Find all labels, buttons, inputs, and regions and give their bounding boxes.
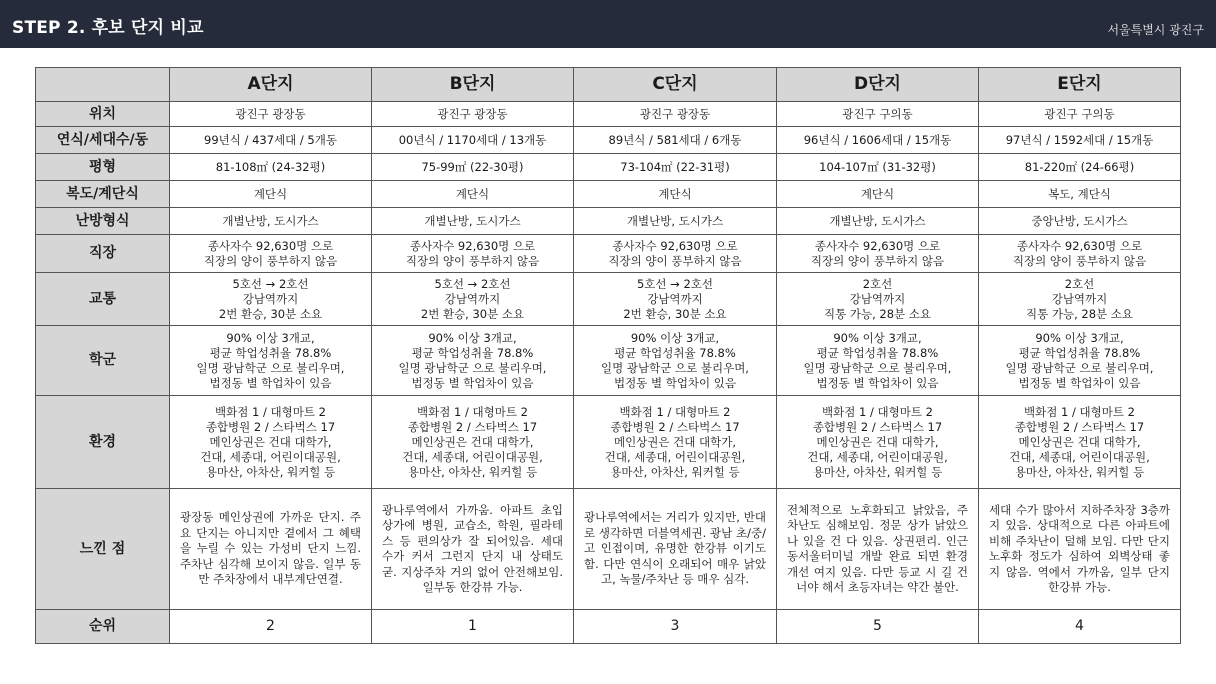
- cell-line: 직장의 양이 풍부하지 않음: [1012, 253, 1147, 268]
- cell-line: 2번 환승, 30분 소요: [623, 306, 727, 321]
- cell-line: 직통 가능, 28분 소요: [1025, 306, 1134, 321]
- comparison-table: [35, 67, 1181, 644]
- cell-age-units: 89년식 / 581세대 / 6개동: [574, 127, 777, 154]
- cell-hallway: 복도, 계단식: [979, 181, 1181, 208]
- cell-line: 강남역까지: [849, 291, 906, 306]
- cell-line: 직통 가능, 28분 소요: [823, 306, 932, 321]
- row-size: [36, 154, 1181, 181]
- cell-hallway: 계단식: [777, 181, 979, 208]
- cell-line: 법정동 별 학업차이 있음: [613, 375, 737, 390]
- cell-rank: 3: [574, 610, 777, 644]
- cell-line: 건대, 세종대, 어린이대공원,: [1009, 449, 1150, 464]
- row-label: 평형: [36, 154, 170, 181]
- cell-line: 백화점 1 / 대형마트 2: [822, 404, 933, 419]
- row-hallway: [36, 181, 1181, 208]
- cell-transport: [170, 273, 372, 326]
- cell-job: [777, 235, 979, 273]
- cell-transport: [979, 273, 1181, 326]
- cell-age-units: 00년식 / 1170세대 / 13개동: [372, 127, 574, 154]
- cell-line: 종사자수 92,630명 으로: [1016, 238, 1143, 253]
- cell-size: 81-220㎡ (24-66평): [979, 154, 1181, 181]
- cell-size: 75-99㎡ (22-30평): [372, 154, 574, 181]
- cell-hallway: 계단식: [372, 181, 574, 208]
- cell-line: 평균 학업성취율 78.8%: [614, 345, 736, 360]
- cell-line: 90% 이상 3개교,: [1035, 330, 1124, 345]
- cell-size: 81-108㎡ (24-32평): [170, 154, 372, 181]
- cell-line: 직장의 양이 풍부하지 않음: [608, 253, 742, 268]
- row-feeling: [36, 489, 1181, 610]
- row-label: 학군: [36, 326, 170, 396]
- cell-line: 법정동 별 학업차이 있음: [816, 375, 939, 390]
- cell-line: 90% 이상 3개교,: [833, 330, 922, 345]
- row-transport: [36, 273, 1181, 326]
- cell-line: 용마산, 아차산, 워커힐 등: [407, 464, 538, 479]
- row-label: 느낀 점: [36, 489, 170, 610]
- cell-line: 종사자수 92,630명 으로: [612, 238, 738, 253]
- cell-heating: 개별난방, 도시가스: [777, 208, 979, 235]
- column-header: B단지: [372, 68, 574, 102]
- row-label: 연식/세대수/동: [36, 127, 170, 154]
- row-label: 직장: [36, 235, 170, 273]
- cell-size: 73-104㎡ (22-31평): [574, 154, 777, 181]
- cell-line: 법정동 별 학업차이 있음: [209, 375, 332, 390]
- cell-line: 평균 학업성취율 78.8%: [1018, 345, 1141, 360]
- cell-school: [372, 326, 574, 396]
- cell-line: 법정동 별 학업차이 있음: [1018, 375, 1141, 390]
- header-bar: [0, 0, 1216, 48]
- cell-line: 메인상권은 건대 대학가,: [816, 434, 939, 449]
- cell-line: 강남역까지: [242, 291, 299, 306]
- cell-line: 용마산, 아차산, 워커힐 등: [812, 464, 943, 479]
- cell-line: 5호선 → 2호선: [232, 276, 309, 291]
- cell-line: 평균 학업성취율 78.8%: [411, 345, 534, 360]
- cell-school: [170, 326, 372, 396]
- cell-line: 종사자수 92,630명 으로: [207, 238, 334, 253]
- cell-size: 104-107㎡ (31-32평): [777, 154, 979, 181]
- cell-line: 종합병원 2 / 스타벅스 17: [610, 419, 740, 434]
- row-rank: [36, 610, 1181, 644]
- row-label: 난방형식: [36, 208, 170, 235]
- cell-environment: [170, 396, 372, 489]
- cell-line: 건대, 세종대, 어린이대공원,: [200, 449, 341, 464]
- row-label: 순위: [36, 610, 170, 644]
- row-age-units: [36, 127, 1181, 154]
- row-school: [36, 326, 1181, 396]
- row-label: 복도/계단식: [36, 181, 170, 208]
- cell-line: 용마산, 아차산, 워커힐 등: [610, 464, 740, 479]
- cell-hallway: 계단식: [170, 181, 372, 208]
- cell-job: [979, 235, 1181, 273]
- cell-line: 메인상권은 건대 대학가,: [209, 434, 332, 449]
- cell-feeling: 광나루역에서는 거리가 있지만, 반대로 생각하면 더블역세권. 광남 초/중/고 인접이며, 유명한 한강뷰 이기도 함. 다만 연식이 오래되어 매우 낡았고, 녹물/주차난 등 매우 심각.: [574, 489, 777, 610]
- cell-feeling: 전체적으로 노후화되고 낡았음, 주차난도 심해보임. 정문 상가 낡았으나 있을 건 다 있음. 상권편리. 인근 동서울터미널 개발 완료 되면 환경개선 여지 있음. 다만 등교 시 길 건너야 해서 초등자녀는 약간 불안.: [777, 489, 979, 610]
- cell-rank: 1: [372, 610, 574, 644]
- cell-line: 평균 학업성취율 78.8%: [209, 345, 332, 360]
- cell-line: 메인상권은 건대 대학가,: [411, 434, 534, 449]
- cell-line: 2호선: [1064, 276, 1095, 291]
- cell-environment: [372, 396, 574, 489]
- cell-line: 메인상권은 건대 대학가,: [1018, 434, 1141, 449]
- cell-line: 종합병원 2 / 스타벅스 17: [1014, 419, 1145, 434]
- cell-heating: 개별난방, 도시가스: [170, 208, 372, 235]
- cell-environment: [574, 396, 777, 489]
- row-label: 환경: [36, 396, 170, 489]
- column-header: E단지: [979, 68, 1181, 102]
- cell-line: 건대, 세종대, 어린이대공원,: [807, 449, 948, 464]
- cell-line: 2번 환승, 30분 소요: [420, 306, 525, 321]
- cell-environment: [979, 396, 1181, 489]
- cell-location: 광진구 광장동: [170, 102, 372, 127]
- cell-line: 건대, 세종대, 어린이대공원,: [604, 449, 746, 464]
- cell-line: 직장의 양이 풍부하지 않음: [405, 253, 540, 268]
- cell-feeling: 광나루역에서 가까움. 아파트 초입 상가에 병원, 교습소, 학원, 필라테스 등 편의상가 잘 되어있음. 세대 수가 커서 그런지 단지 내 상태도 굳. 지상주차 거의 없어 안전해보임. 일부동 한강뷰 가능.: [372, 489, 574, 610]
- corner-cell: [36, 68, 170, 102]
- cell-location: 광진구 구의동: [979, 102, 1181, 127]
- cell-line: 2호선: [862, 276, 893, 291]
- cell-heating: 중앙난방, 도시가스: [979, 208, 1181, 235]
- cell-age-units: 99년식 / 437세대 / 5개동: [170, 127, 372, 154]
- cell-line: 평균 학업성취율 78.8%: [816, 345, 939, 360]
- cell-line: 일명 광남학군 으로 불리우며,: [398, 360, 547, 375]
- row-location: [36, 102, 1181, 127]
- cell-line: 용마산, 아차산, 워커힐 등: [205, 464, 336, 479]
- cell-location: 광진구 구의동: [777, 102, 979, 127]
- row-heating: [36, 208, 1181, 235]
- cell-heating: 개별난방, 도시가스: [574, 208, 777, 235]
- cell-line: 종합병원 2 / 스타벅스 17: [407, 419, 538, 434]
- cell-line: 일명 광남학군 으로 불리우며,: [601, 360, 749, 375]
- cell-job: [170, 235, 372, 273]
- cell-school: [574, 326, 777, 396]
- cell-line: 용마산, 아차산, 워커힐 등: [1014, 464, 1145, 479]
- cell-line: 종사자수 92,630명 으로: [814, 238, 941, 253]
- cell-line: 일명 광남학군 으로 불리우며,: [196, 360, 345, 375]
- cell-job: [574, 235, 777, 273]
- cell-line: 메인상권은 건대 대학가,: [613, 434, 737, 449]
- region-label: 서울특별시 광진구: [1107, 23, 1204, 37]
- cell-school: [979, 326, 1181, 396]
- cell-school: [777, 326, 979, 396]
- column-header: D단지: [777, 68, 979, 102]
- cell-line: 일명 광남학군 으로 불리우며,: [1005, 360, 1154, 375]
- cell-rank: 2: [170, 610, 372, 644]
- cell-hallway: 계단식: [574, 181, 777, 208]
- row-label: 위치: [36, 102, 170, 127]
- cell-age-units: 97년식 / 1592세대 / 15개동: [979, 127, 1181, 154]
- page-title: STEP 2. 후보 단지 비교: [12, 18, 204, 38]
- cell-job: [372, 235, 574, 273]
- cell-rank: 4: [979, 610, 1181, 644]
- cell-line: 90% 이상 3개교,: [428, 330, 517, 345]
- column-header: C단지: [574, 68, 777, 102]
- cell-line: 종합병원 2 / 스타벅스 17: [205, 419, 336, 434]
- cell-line: 종합병원 2 / 스타벅스 17: [812, 419, 943, 434]
- cell-line: 강남역까지: [647, 291, 703, 306]
- cell-line: 건대, 세종대, 어린이대공원,: [402, 449, 543, 464]
- cell-line: 백화점 1 / 대형마트 2: [1024, 404, 1135, 419]
- cell-line: 2번 환승, 30분 소요: [218, 306, 323, 321]
- cell-transport: [574, 273, 777, 326]
- cell-line: 백화점 1 / 대형마트 2: [417, 404, 528, 419]
- cell-feeling: 세대 수가 많아서 지하주차장 3층까지 있음. 상대적으로 다른 아파트에 비해 주차난이 덜해 보임. 다만 단지 노후화 정도가 심하여 외벽상태 좋지 않음. 역에서 가까움, 일부 단지 한강뷰 가능.: [979, 489, 1181, 610]
- cell-line: 직장의 양이 풍부하지 않음: [203, 253, 338, 268]
- cell-environment: [777, 396, 979, 489]
- cell-line: 강남역까지: [444, 291, 501, 306]
- cell-line: 90% 이상 3개교,: [226, 330, 315, 345]
- cell-line: 5호선 → 2호선: [636, 276, 713, 291]
- cell-transport: [372, 273, 574, 326]
- cell-line: 백화점 1 / 대형마트 2: [619, 404, 731, 419]
- column-header: A단지: [170, 68, 372, 102]
- cell-line: 일명 광남학군 으로 불리우며,: [803, 360, 952, 375]
- row-environment: [36, 396, 1181, 489]
- cell-line: 백화점 1 / 대형마트 2: [215, 404, 326, 419]
- row-label: 교통: [36, 273, 170, 326]
- header-row: [36, 68, 1181, 102]
- cell-line: 90% 이상 3개교,: [630, 330, 720, 345]
- cell-line: 직장의 양이 풍부하지 않음: [810, 253, 945, 268]
- cell-feeling: 광장동 메인상권에 가까운 단지. 주요 단지는 아니지만 곁에서 그 혜택을 누릴 수 있는 가성비 단지 느낌. 주차난 심각해 보이지 않음. 일부 동만 주차장에서 내부계단연결.: [170, 489, 372, 610]
- cell-location: 광진구 광장동: [574, 102, 777, 127]
- cell-line: 5호선 → 2호선: [434, 276, 511, 291]
- cell-transport: [777, 273, 979, 326]
- cell-line: 강남역까지: [1051, 291, 1108, 306]
- cell-heating: 개별난방, 도시가스: [372, 208, 574, 235]
- cell-line: 법정동 별 학업차이 있음: [411, 375, 534, 390]
- cell-age-units: 96년식 / 1606세대 / 15개동: [777, 127, 979, 154]
- cell-line: 종사자수 92,630명 으로: [409, 238, 536, 253]
- cell-location: 광진구 광장동: [372, 102, 574, 127]
- row-job: [36, 235, 1181, 273]
- cell-rank: 5: [777, 610, 979, 644]
